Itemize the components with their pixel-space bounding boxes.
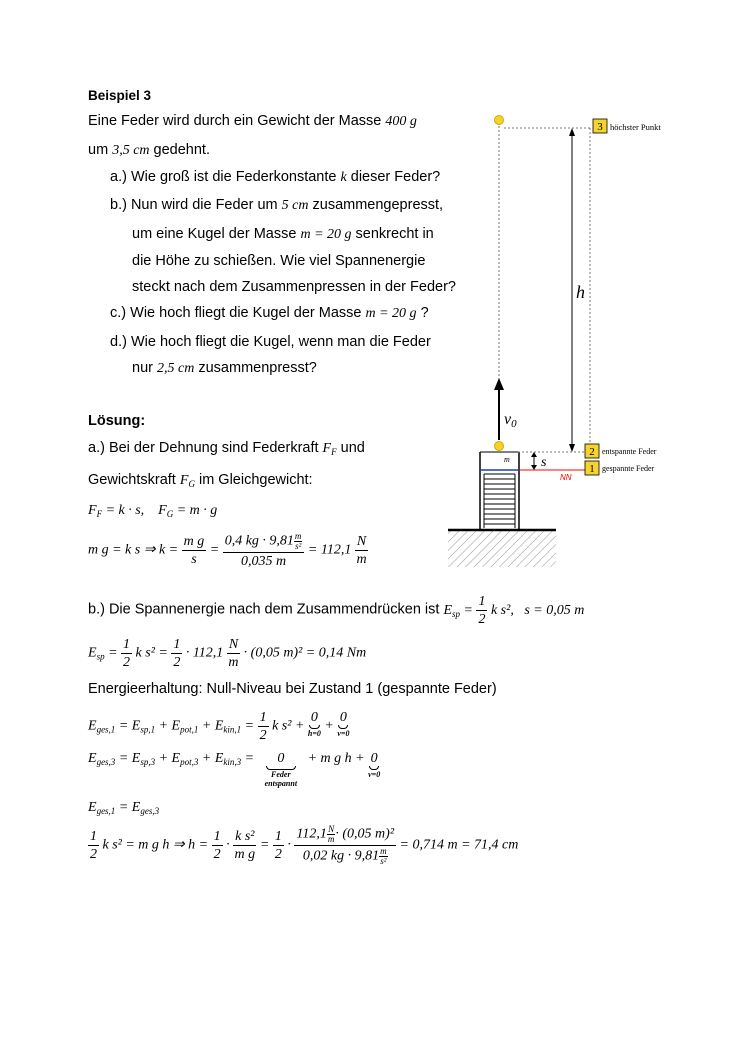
zero: 0 bbox=[370, 751, 378, 766]
math-expr: = bbox=[259, 837, 270, 853]
denominator: 2 bbox=[478, 612, 486, 627]
denominator: m bbox=[356, 552, 367, 567]
question-d-line-2 bbox=[132, 360, 317, 377]
s-label: s bbox=[541, 455, 547, 470]
subscript: kin,3 bbox=[223, 757, 242, 767]
math-expr: = bbox=[244, 718, 255, 734]
mass-label: m bbox=[504, 455, 510, 464]
problem-line-2 bbox=[88, 142, 210, 159]
math-symbol: F bbox=[322, 441, 332, 456]
math-expr: = m · g bbox=[176, 503, 218, 518]
math-expr: = 0,714 m = 71,4 cm bbox=[399, 837, 519, 853]
question-b-line-3: die Höhe zu schießen. Wie viel Spannenergie bbox=[132, 253, 426, 269]
math-mass: m = 20 g bbox=[365, 306, 417, 321]
equation-height bbox=[88, 825, 518, 866]
solution-text: a.) Bei der Dehnung sind Federkraft bbox=[88, 440, 319, 456]
compression-arrow bbox=[531, 452, 537, 470]
ball-top bbox=[495, 116, 504, 125]
math-expr: + bbox=[201, 718, 212, 734]
math-espr bbox=[443, 594, 585, 627]
question-text: b.) Nun wird die Feder um bbox=[110, 197, 278, 213]
underbrace-label: h=0 bbox=[307, 729, 321, 738]
numerator: N bbox=[228, 637, 239, 652]
underbrace-feder bbox=[265, 751, 297, 788]
math-symbol: E bbox=[171, 751, 181, 766]
denominator: m bbox=[228, 655, 239, 670]
zero: 0 bbox=[277, 751, 285, 766]
numerator: 1 bbox=[274, 829, 282, 844]
numerator: 1 bbox=[478, 594, 486, 609]
spring-diagram bbox=[440, 100, 730, 580]
nn-label: NN bbox=[560, 473, 572, 482]
subscript: ges,1 bbox=[96, 806, 116, 816]
math-expr: · (0,05 m)² bbox=[335, 826, 395, 842]
math-symbol: E bbox=[214, 718, 224, 734]
subscript: F bbox=[96, 509, 103, 519]
math-expr: 112,1 bbox=[296, 826, 327, 842]
subscript: sp bbox=[452, 608, 461, 619]
state-2-label: entspannte Feder bbox=[602, 447, 657, 456]
math-expr: + bbox=[201, 751, 212, 766]
unit-fraction bbox=[379, 847, 388, 866]
fraction-height-values bbox=[294, 825, 396, 866]
math-symbol: E bbox=[131, 800, 141, 815]
fraction-k-values bbox=[223, 532, 305, 569]
math-expr: = bbox=[108, 645, 118, 661]
math-symbol: E bbox=[88, 800, 97, 815]
problem-text: um bbox=[88, 142, 109, 158]
state-2-number: 2 bbox=[589, 446, 595, 458]
denominator: s bbox=[191, 552, 197, 567]
math-ks2: k s² bbox=[272, 718, 292, 734]
numerator: m bbox=[380, 846, 387, 856]
math-expr: = k · s, bbox=[105, 503, 145, 518]
question-a bbox=[110, 169, 440, 186]
equation-energy-equal bbox=[88, 800, 159, 816]
math-symbol: E bbox=[88, 718, 97, 734]
subscript: ges,1 bbox=[96, 724, 116, 735]
energy-conservation-text: Energieerhaltung: Null-Niveau bei Zustand 1 (gespannte Feder) bbox=[88, 681, 497, 697]
math-symbol: E bbox=[214, 751, 224, 766]
zero: 0 bbox=[339, 710, 347, 725]
numerator bbox=[294, 825, 396, 846]
denominator: m bbox=[327, 834, 335, 844]
underbrace-v0 bbox=[337, 710, 349, 738]
fraction-mg-s bbox=[182, 534, 207, 567]
math-expr: + bbox=[294, 718, 305, 734]
equation-forces bbox=[88, 503, 217, 519]
fraction-half bbox=[258, 710, 269, 743]
equation-eges1 bbox=[88, 710, 349, 743]
state-2 bbox=[585, 444, 657, 458]
question-b-line-1 bbox=[110, 197, 443, 214]
solution-a-line-1 bbox=[88, 440, 365, 457]
denominator: 2 bbox=[173, 655, 181, 670]
numerator: 1 bbox=[90, 829, 97, 844]
numerator: m bbox=[294, 531, 302, 541]
question-text: zusammengepresst, bbox=[312, 197, 444, 213]
denominator bbox=[294, 846, 396, 866]
subscript: sp bbox=[96, 651, 105, 662]
denominator: 2 bbox=[213, 847, 221, 862]
math-symbol: E bbox=[131, 751, 141, 766]
numerator: 1 bbox=[213, 829, 221, 844]
solution-a-line-2 bbox=[88, 472, 313, 489]
underbrace-h0 bbox=[308, 710, 321, 738]
math-expr: = bbox=[209, 542, 220, 558]
denominator: 2 bbox=[274, 847, 282, 862]
subscript: pot,1 bbox=[180, 724, 199, 735]
question-text: senkrecht in bbox=[355, 226, 434, 242]
numerator: N bbox=[356, 534, 367, 549]
math-expr: 0,4 kg · 9,81 bbox=[224, 533, 294, 549]
math-expr: s = 0,05 m bbox=[524, 602, 585, 618]
math-expr: k s² = m g h ⇒ h = bbox=[102, 837, 209, 853]
problem-text: gedehnt. bbox=[153, 142, 210, 158]
velocity-arrow bbox=[494, 378, 504, 440]
unit-fraction bbox=[294, 532, 303, 551]
equation-esp bbox=[88, 637, 366, 670]
fraction-half bbox=[273, 829, 284, 862]
ground bbox=[448, 530, 556, 567]
math-k: k bbox=[340, 170, 347, 185]
question-text: zusammenpresst? bbox=[198, 360, 317, 376]
math-expr: + bbox=[355, 751, 365, 766]
math-symbol: E bbox=[171, 718, 181, 734]
solution-heading: Lösung: bbox=[88, 413, 146, 429]
math-symbol: F bbox=[179, 473, 189, 488]
math-symbol: F bbox=[88, 503, 97, 518]
math-expr: + bbox=[324, 718, 334, 734]
math-symbol: E bbox=[443, 602, 452, 618]
state-3-label: höchster Punkt bbox=[610, 122, 661, 132]
math-symbol: E bbox=[88, 751, 97, 766]
subscript: sp,3 bbox=[140, 757, 156, 767]
math-symbol: F bbox=[158, 503, 167, 518]
subscript: ges,3 bbox=[140, 806, 160, 816]
problem-text: Eine Feder wird durch ein Gewicht der Masse bbox=[88, 113, 382, 129]
subscript: sp,1 bbox=[140, 724, 156, 735]
math-expr: m g = k s ⇒ k = bbox=[88, 542, 179, 558]
math-expr: m g h bbox=[320, 751, 352, 766]
math-expr: = bbox=[463, 602, 473, 618]
spring-coil bbox=[484, 474, 515, 528]
denominator: 2 bbox=[123, 655, 131, 670]
ball-start bbox=[495, 442, 504, 451]
math-FF bbox=[323, 441, 337, 456]
numerator: k s² bbox=[235, 829, 255, 844]
math-expr: = bbox=[118, 751, 129, 766]
fraction-half bbox=[212, 829, 223, 862]
denominator: 2 bbox=[90, 847, 97, 862]
question-b-line-2 bbox=[132, 226, 434, 243]
fraction-half bbox=[476, 594, 487, 627]
question-text: c.) Wie hoch fliegt die Kugel der Masse bbox=[110, 305, 362, 321]
question-text: dieser Feder? bbox=[350, 169, 441, 185]
question-c bbox=[110, 305, 429, 322]
math-expr: + bbox=[158, 718, 169, 734]
underbrace-label: v=0 bbox=[337, 729, 350, 738]
solution-b-line bbox=[88, 594, 584, 627]
unit-fraction bbox=[355, 534, 368, 567]
subscript: kin,1 bbox=[223, 724, 242, 735]
question-text: ? bbox=[420, 305, 429, 321]
math-expr: 0,02 kg · 9,81 bbox=[302, 848, 380, 864]
height-arrow bbox=[569, 128, 575, 452]
math-expr: · (0,05 m)² = 0,14 Nm bbox=[243, 645, 367, 661]
math-expr: · bbox=[226, 837, 230, 853]
math-expr: + bbox=[307, 751, 318, 766]
solution-text: im Gleichgewicht: bbox=[198, 472, 313, 488]
math-expr: = bbox=[118, 800, 129, 815]
zero: 0 bbox=[310, 710, 318, 725]
state-1-label: gespannte Feder bbox=[602, 464, 655, 473]
equation-eges3 bbox=[88, 751, 380, 788]
unit-fraction bbox=[227, 637, 240, 670]
math-expr: = bbox=[118, 718, 129, 734]
state-1 bbox=[585, 461, 655, 475]
question-text: a.) Wie groß ist die Federkonstante bbox=[110, 169, 337, 185]
math-expr: = bbox=[244, 751, 255, 766]
subscript: G bbox=[188, 479, 195, 489]
subscript: pot,3 bbox=[180, 757, 199, 767]
state-3 bbox=[593, 119, 661, 133]
math-length: 5 cm bbox=[281, 198, 309, 213]
subscript: G bbox=[166, 509, 174, 519]
solution-text: b.) Die Spannenergie nach dem Zusammendrücken ist bbox=[88, 601, 440, 618]
fraction-half bbox=[171, 637, 182, 670]
underbrace-label: v=0 bbox=[368, 770, 381, 779]
math-length: 3,5 cm bbox=[112, 143, 150, 158]
underbrace-label: Feder bbox=[271, 770, 291, 779]
denominator: s² bbox=[295, 541, 302, 551]
question-d-line-1: d.) Wie hoch fliegt die Kugel, wenn man die Feder bbox=[110, 334, 431, 350]
numerator bbox=[223, 532, 305, 553]
math-expr: + bbox=[158, 751, 169, 766]
fraction-half bbox=[121, 637, 132, 670]
question-text: nur bbox=[132, 360, 153, 376]
math-expr: · bbox=[287, 837, 291, 853]
fraction-ks2-mg bbox=[233, 829, 256, 862]
math-mass: m = 20 g bbox=[300, 227, 352, 242]
math-symbol: E bbox=[131, 718, 141, 734]
equation-k bbox=[88, 532, 368, 569]
denominator: m g bbox=[234, 847, 256, 862]
underbrace-label: entspannt bbox=[264, 779, 298, 788]
math-symbol: E bbox=[88, 645, 97, 661]
numerator: N bbox=[328, 824, 335, 834]
math-expr: k s², bbox=[490, 602, 514, 618]
underbrace-v0 bbox=[368, 751, 380, 779]
math-expr: = 112,1 bbox=[307, 542, 352, 558]
denominator: 0,035 m bbox=[241, 554, 287, 569]
state-1-number: 1 bbox=[589, 463, 595, 475]
denominator: 2 bbox=[259, 728, 267, 743]
v0-label: v0 bbox=[504, 411, 517, 430]
math-length: 2,5 cm bbox=[157, 361, 195, 376]
solution-text: und bbox=[340, 440, 365, 456]
subscript: F bbox=[331, 447, 337, 457]
numerator: 1 bbox=[173, 637, 181, 652]
fraction-half bbox=[88, 829, 99, 862]
math-expr: · 112,1 bbox=[185, 645, 224, 661]
spring-housing bbox=[480, 452, 519, 530]
numerator: 1 bbox=[123, 637, 131, 652]
state-3-number: 3 bbox=[597, 121, 603, 133]
solution-text: Gewichtskraft bbox=[88, 472, 176, 488]
problem-line-1 bbox=[88, 113, 417, 130]
numerator: m g bbox=[183, 534, 205, 549]
numerator: 1 bbox=[259, 710, 267, 725]
denominator: s² bbox=[380, 856, 387, 866]
question-text: um eine Kugel der Masse bbox=[132, 226, 297, 242]
question-b-line-4: steckt nach dem Zusammenpressen in der Feder? bbox=[132, 279, 456, 295]
math-FG bbox=[180, 473, 195, 488]
example-title: Beispiel 3 bbox=[88, 88, 152, 103]
h-label: h bbox=[576, 282, 585, 302]
math-mass: 400 g bbox=[385, 114, 417, 129]
subscript: ges,3 bbox=[96, 757, 116, 767]
math-expr: k s² = bbox=[135, 645, 168, 661]
